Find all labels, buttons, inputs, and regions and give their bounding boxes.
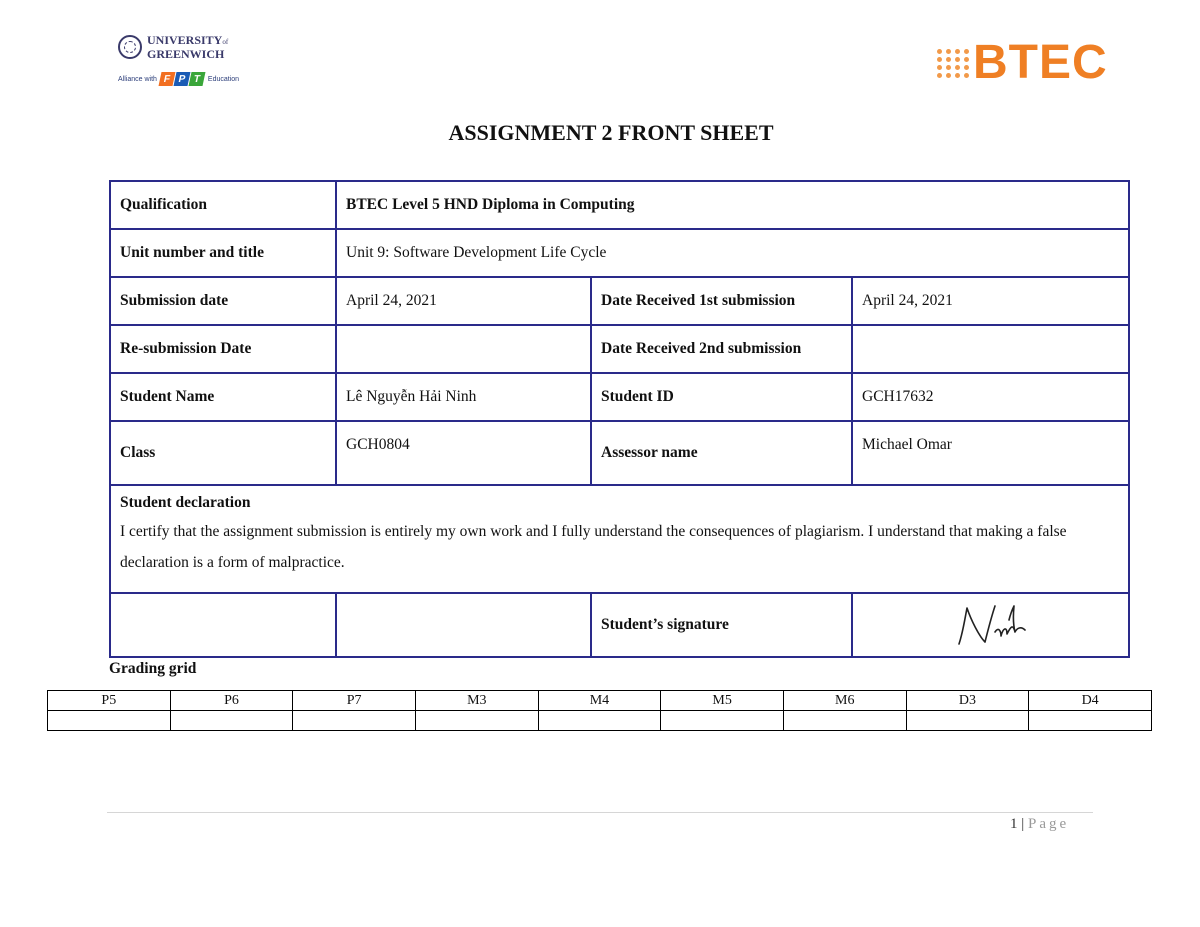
grading-grid-table — [47, 690, 1152, 731]
footer-divider — [107, 812, 1093, 813]
btec-wordmark: BTEC — [973, 36, 1108, 89]
class-row — [110, 421, 1129, 485]
unit-label: Unit number and title — [110, 229, 336, 277]
grade-header-d3: D3 — [906, 691, 1029, 711]
declaration-cell — [110, 485, 1129, 593]
grade-header-m3: M3 — [415, 691, 538, 711]
student-id-label: Student ID — [591, 373, 852, 421]
grade-value-d4 — [1029, 711, 1152, 731]
page-word: Page — [1028, 816, 1070, 832]
grade-value-p7 — [293, 711, 416, 731]
date-received-2-label: Date Received 2nd submission — [591, 325, 852, 373]
submission-row — [110, 277, 1129, 325]
university-name-line1: UNIVERSITY — [147, 33, 223, 47]
submission-date-label: Submission date — [110, 277, 336, 325]
fpt-letter-t: T — [188, 72, 205, 86]
fpt-letter-p: P — [173, 72, 190, 86]
declaration-row — [110, 485, 1129, 593]
grade-header-p6: P6 — [170, 691, 293, 711]
grade-value-d3 — [906, 711, 1029, 731]
class-label: Class — [110, 421, 336, 485]
class-value: GCH0804 — [336, 421, 591, 485]
resubmission-value — [336, 325, 591, 373]
page-title: ASSIGNMENT 2 FRONT SHEET — [448, 120, 774, 145]
grade-header-d4: D4 — [1029, 691, 1152, 711]
front-sheet-table — [109, 180, 1130, 658]
grade-value-m6 — [783, 711, 906, 731]
grade-header-m4: M4 — [538, 691, 661, 711]
page-footer — [1010, 816, 1069, 833]
fpt-letters — [160, 72, 205, 86]
student-id-value: GCH17632 — [852, 373, 1129, 421]
page-separator: | — [1017, 816, 1029, 832]
signature-cell — [852, 593, 1129, 657]
grade-header-p5: P5 — [48, 691, 171, 711]
date-received-1-value: April 24, 2021 — [852, 277, 1129, 325]
btec-logo — [937, 34, 1108, 92]
university-name-of: of — [222, 38, 229, 46]
assessor-value: Michael Omar — [852, 421, 1129, 485]
student-name-value: Lê Nguyễn Hải Ninh — [336, 373, 591, 421]
resubmission-label: Re-submission Date — [110, 325, 336, 373]
btec-dots-icon — [937, 49, 970, 78]
resubmission-row — [110, 325, 1129, 373]
unit-row — [110, 229, 1129, 277]
alliance-prefix: Alliance with — [118, 75, 157, 83]
grade-header-p7: P7 — [293, 691, 416, 711]
grade-value-m5 — [661, 711, 784, 731]
student-row — [110, 373, 1129, 421]
university-of-greenwich-logo — [118, 34, 258, 94]
qualification-value: BTEC Level 5 HND Diploma in Computing — [336, 181, 1129, 229]
page-number: 1 — [1010, 816, 1018, 832]
student-name-label: Student Name — [110, 373, 336, 421]
signature-row — [110, 593, 1129, 657]
grade-value-m3 — [415, 711, 538, 731]
submission-date-value: April 24, 2021 — [336, 277, 591, 325]
grade-value-m4 — [538, 711, 661, 731]
grading-grid-label: Grading grid — [109, 660, 197, 677]
declaration-title: Student declaration — [120, 494, 251, 511]
qualification-row — [110, 181, 1129, 229]
unit-value: Unit 9: Software Development Life Cycle — [336, 229, 1129, 277]
date-received-2-value — [852, 325, 1129, 373]
grading-header-row — [48, 691, 1152, 711]
signature-empty-cell-2 — [336, 593, 591, 657]
grading-value-row — [48, 711, 1152, 731]
date-received-1-label: Date Received 1st submission — [591, 277, 852, 325]
alliance-suffix: Education — [207, 75, 240, 83]
grade-value-p6 — [170, 711, 293, 731]
grade-header-m5: M5 — [661, 691, 784, 711]
student-signature — [951, 602, 1031, 648]
grade-header-m6: M6 — [783, 691, 906, 711]
signature-empty-cell-1 — [110, 593, 336, 657]
signature-label: Student’s signature — [591, 593, 852, 657]
qualification-label: Qualification — [110, 181, 336, 229]
assessor-label: Assessor name — [591, 421, 852, 485]
fpt-alliance-logo — [118, 72, 258, 86]
grade-value-p5 — [48, 711, 171, 731]
university-seal-icon — [118, 35, 142, 59]
university-name-line2: GREENWICH — [147, 47, 225, 61]
fpt-letter-f: F — [158, 72, 175, 86]
declaration-text: I certify that the assignment submission is entirely my own work and I fully understand the consequences of plagiarism. I understand that making a false declaration is a form of malpractice. — [120, 523, 1067, 571]
